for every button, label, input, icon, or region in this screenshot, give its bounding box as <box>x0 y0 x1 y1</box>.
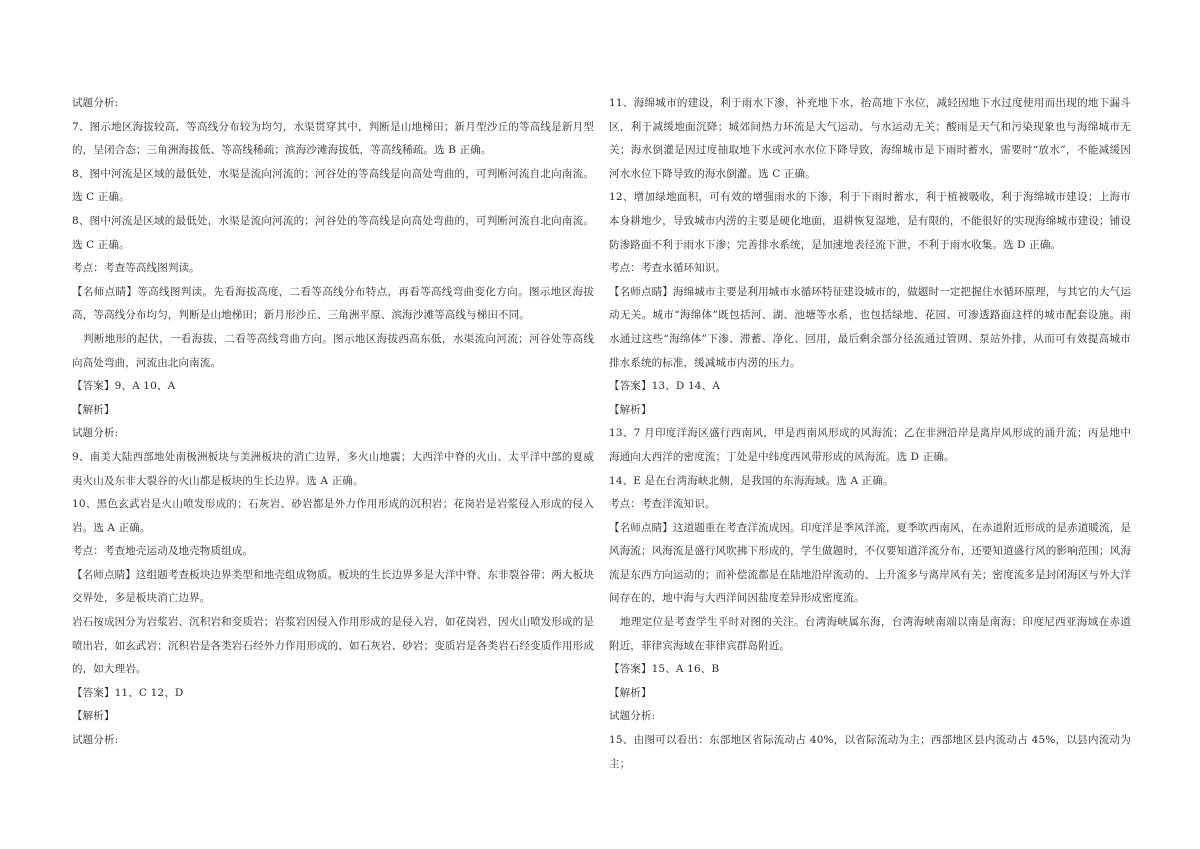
paragraph: 8、图中河流是区域的最低处，水渠是流向河流的；河谷处的等高线是向高处弯曲的，可判断河流自北向南流。选 C 正确。 <box>72 167 594 204</box>
paragraph: 13、7 月印度洋海区盛行西南风，甲是西南风形成的风海流；乙在非洲沿岸是离岸风形成的涌升流；丙是地中海通向大西洋的密度流；丁处是中纬度西风带形成的风海流。选 D 正确。 <box>609 427 1131 463</box>
paragraph: 10、黑色玄武岩是火山喷发形成的；石灰岩、砂岩都是外力作用形成的沉积岩；花岗岩是岩浆侵入形成的侵入岩。选 A 正确。 <box>72 498 594 534</box>
paragraph: 判断地形的起伏，一看海拔，二看等高线弯曲方向。图示地区海拔西高东低，水渠流向河流；河谷处等高线向高处弯曲，河流由北向南流。 <box>72 332 594 369</box>
paragraph: 【答案】9、A 10、A <box>72 380 176 393</box>
paragraph: 14、E 是在台湾海峡北侧，是我国的东海海域。选 A 正确。 <box>609 474 894 487</box>
paragraph: 考点：考查等高线图判读。 <box>72 262 200 275</box>
paragraph: 8、图中河流是区域的最低处，水渠是流向河流的；河谷处的等高线是向高处弯曲的，可判断河流自北向南流。选 C 正确。 <box>72 214 594 251</box>
paragraph: 考点：考查洋流知识。 <box>609 498 716 511</box>
paragraph: 【名师点睛】这组题考查板块边界类型和地壳组成物质。板块的生长边界多是大洋中脊、东非裂谷带；两大板块交界处，多是板块消亡边界。 <box>72 568 594 605</box>
paragraph: 岩石按成因分为岩浆岩、沉积岩和变质岩；岩浆岩因侵入作用形成的是侵入岩，如花岗岩，因火山喷发形成的是喷出岩，如玄武岩；沉积岩是各类岩石经外力作用形成的，如石灰岩、砂岩；变质岩是各类岩石经变质作用形成的，如大理岩。 <box>72 616 594 676</box>
paragraph: 地理定位是考查学生平时对图的关注。台湾海峡属东海，台湾海峡南端以南是南海；印度尼西亚海域在赤道附近，菲律宾海域在菲律宾群岛附近。 <box>609 616 1131 652</box>
paragraph: 【答案】11、C 12、D <box>72 686 184 699</box>
paragraph: 【解析】 <box>72 710 115 723</box>
paragraph: 【解析】 <box>609 403 652 416</box>
paragraph: 12、增加绿地面积，可有效的增强雨水的下渗，利于下雨时蓄水，利于植被吸收，利于海绵城市建设；上海市本身耕地少，导致城市内涝的主要是硬化地面，退耕恢复湿地，是有限的，不能很好的实现海绵城市建设；铺设防渗路面不利于雨水下渗；完善排水系统，是加速地表径流下泄，不利于雨水收集。选 D 正确。 <box>609 191 1131 251</box>
paragraph: 9、南美大陆西部地处南极洲板块与美洲板块的消亡边界，多火山地震；大西洋中脊的火山、太平洋中部的夏威夷火山及东非大裂谷的火山都是板块的生长边界。选 A 正确。 <box>72 450 594 487</box>
paragraph: 考点：考查水循环知识。 <box>609 262 727 275</box>
right-column <box>609 92 1131 776</box>
left-column <box>72 92 594 753</box>
paragraph: 试题分析: <box>72 97 119 109</box>
paragraph: 【解析】 <box>609 686 652 699</box>
paragraph: 【答案】13、D 14、A <box>609 380 721 393</box>
paragraph: 11、海绵城市的建设，利于雨水下渗，补充地下水，抬高地下水位，减轻因地下水过度使用而出现的地下漏斗区，利于减缓地面沉降；城郊间热力环流是大气运动，与水运动无关；酸雨是天气和污染现象也与海绵城市无关；海水倒灌是因过度抽取地下水或河水水位下降导致，海绵城市是下雨时蓄水，需要时“放水”，不能减缓因河水水位下降导致的海水倒灌。选 C 正确。 <box>609 97 1131 180</box>
paragraph: 考点：考查地壳运动及地壳物质组成。 <box>72 545 254 558</box>
paragraph: 【名师点睛】这道题重在考查洋流成因。印度洋是季风洋流，夏季吹西南风，在赤道附近形成的是赤道暖流，是风海流；风海流是盛行风吹拂下形成的，学生做题时，不仅要知道洋流分布，还要知道盛行风的影响范围；风海流是东西方向运动的；而补偿流都是在陆地沿岸流动的、上升流多与离岸风有关；密度流多是封闭海区与外大洋间存在的，地中海与大西洋间因盐度差异形成密度流。 <box>609 521 1131 605</box>
paragraph: 【解析】 <box>72 403 115 416</box>
paragraph: 试题分析: <box>72 734 119 747</box>
paragraph: 【名师点睛】海绵城市主要是利用城市水循环特征建设城市的，做题时一定把握住水循环原理，与其它的大气运动无关。城市“海绵体”既包括河、湖、池塘等水系，也包括绿地、花园、可渗透路面这样的城市配套设施。雨水通过这些“海绵体”下渗、滞蓄、净化、回用，最后剩余部分径流通过管网、泵站外排，从而可有效提高城市排水系统的标准，缓减城市内涝的压力。 <box>609 285 1131 369</box>
paragraph: 试题分析: <box>609 710 656 723</box>
paragraph: 【名师点睛】等高线图判读。先看海拔高度，二看等高线分布特点，再看等高线弯曲变化方向。图示地区海拔高，等高线分布均匀，判断是山地梯田；新月形沙丘、三角洲平原、滨海沙滩等高线与梯田不同。 <box>72 285 594 322</box>
paragraph: 15、由图可以看出：东部地区省际流动占 40%，以省际流动为主；西部地区县内流动占 45%，以县内流动为主； <box>609 734 1131 770</box>
paragraph: 7、图示地区海拔较高，等高线分布较为均匀，水渠贯穿其中，判断是山地梯田；新月型沙丘的等高线是新月型的，呈闭合态；三角洲海拔低、等高线稀疏；滨海沙滩海拔低，等高线稀疏。选 B 正确。 <box>72 120 594 157</box>
paragraph: 【答案】15、A 16、B <box>609 663 720 676</box>
paragraph: 试题分析: <box>72 427 119 440</box>
